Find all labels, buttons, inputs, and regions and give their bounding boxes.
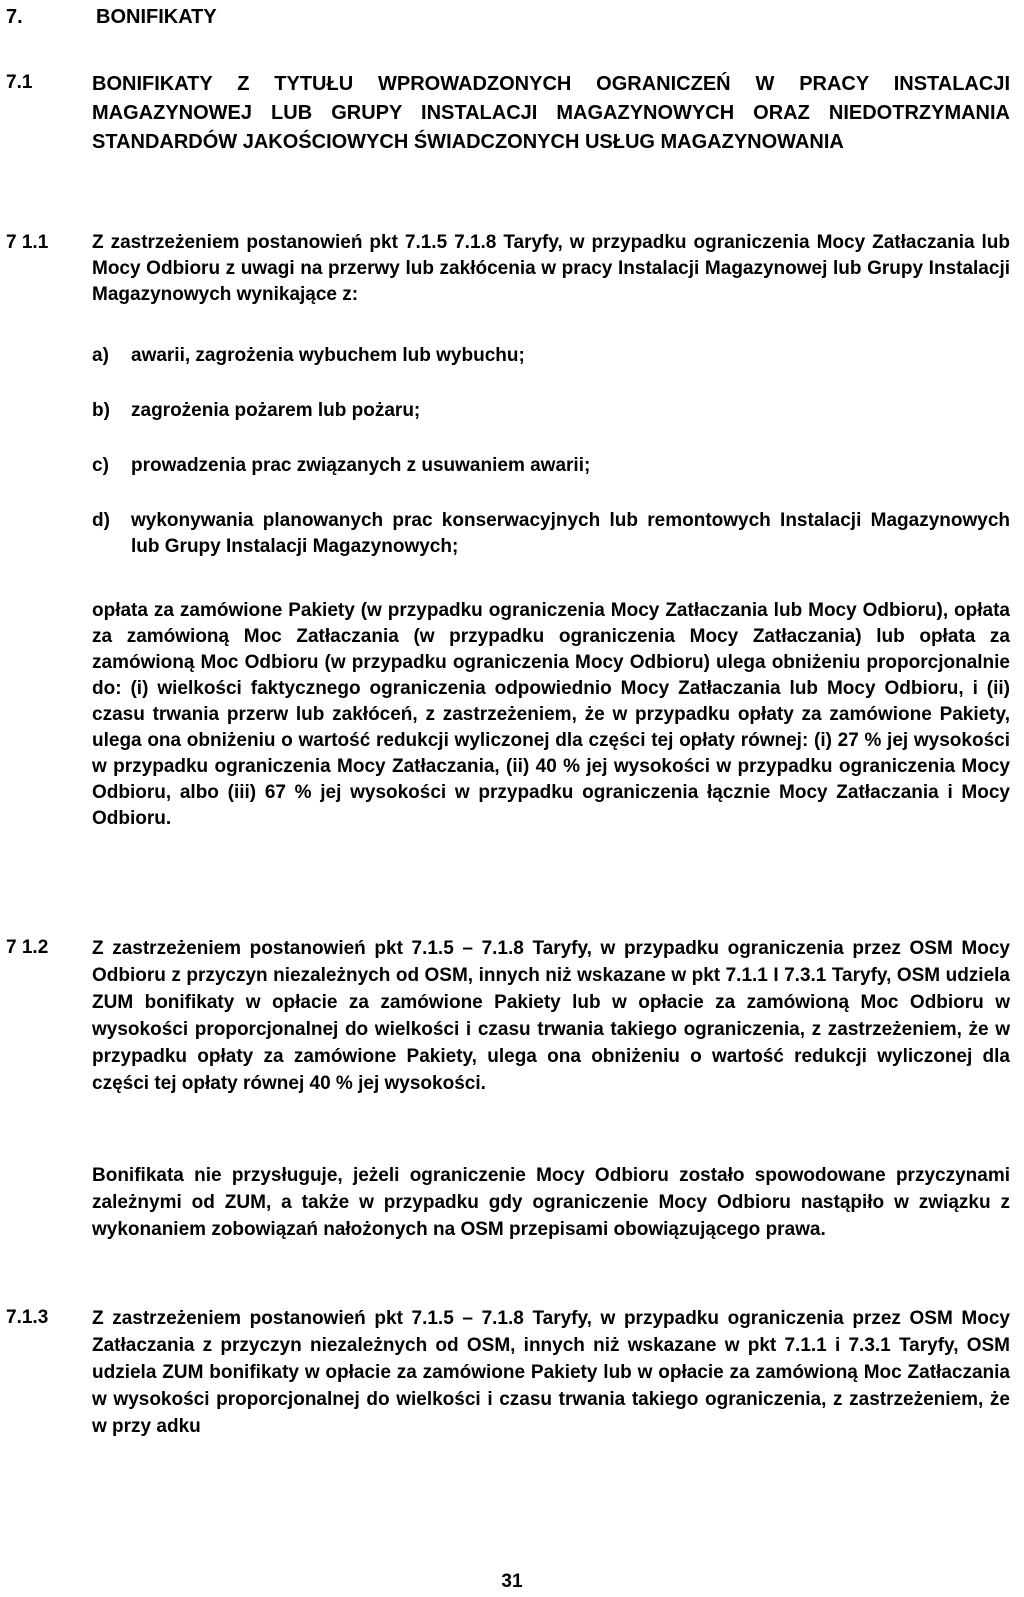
- subsection-7-1-number: 7.1: [6, 72, 33, 93]
- section-number: 7.: [6, 6, 23, 28]
- page-number: 31: [501, 1571, 523, 1592]
- list-item-text: zagrożenia pożarem lub pożaru;: [131, 400, 421, 421]
- section-title: BONIFIKATY: [96, 6, 217, 28]
- clause-7-1-2-number: 7 1.2: [6, 937, 49, 958]
- clause-7-1-2-note: Bonifikata nie przysługuje, jeżeli ograniczenie Mocy Odbioru zostało spowodowane przyczynami zależnymi od ZUM, a także w przypadku gdy ograniczenie Mocy Odbioru nastąpiło w związku z wykonaniem zobowiązań nałożonych na OSM przepisami obowiązującego prawa.: [92, 1165, 1010, 1240]
- clause-7-1-1-tail: opłata za zamówione Pakiety (w przypadku ograniczenia Mocy Zatłaczania lub Mocy Odbioru), opłata za zamówioną Moc Zatłaczania (w przypadku ograniczenia Mocy Zatłaczania) lub opłata za zamówioną Moc Odbioru (w przypadku ograniczenia Mocy Odbioru) ulega obniżeniu proporcjonalnie do: (i) wielkości faktycznego ograniczenia odpowiednio Mocy Zatłaczania lub Mocy Odbioru, i (ii) czasu trwania przerw lub zakłóceń, z zastrzeżeniem, że w przypadku opłaty za zamówione Pakiety, ulega ona obniżeniu o wartość redukcji wyliczonej dla części tej opłaty równej: (i) 27 % jej wysokości w przypadku ograniczenia Mocy Zatłaczania, (ii) 40 % jej wysokości w przypadku ograniczenia Mocy Odbioru, albo (iii) 67 % jej wysokości w przypadku ograniczenia łącznie Mocy Zatłaczania i Mocy Odbioru.: [92, 600, 1010, 829]
- subsection-7-1-title: BONIFIKATY Z TYTUŁU WPROWADZONYCH OGRANICZEŃ W PRACY INSTALACJI MAGAZYNOWEJ LUB GRUPY INSTALACJI MAGAZYNOWYCH ORAZ NIEDOTRZYMANIA STANDARDÓW JAKOŚCIOWYCH ŚWIADCZONYCH USŁUG MAGAZYNOWANIA: [92, 73, 1010, 153]
- clause-7-1-1-text: Z zastrzeżeniem postanowień pkt 7.1.5 7.1.8 Taryfy, w przypadku ograniczenia Mocy Zatłaczania lub Mocy Odbioru z uwagi na przerwy lub zakłócenia w pracy Instalacji Magazynowej lub Grupy Instalacji Magazynowych wynikające z:: [92, 232, 1010, 305]
- list-item-text: awarii, zagrożenia wybuchem lub wybuchu;: [131, 345, 525, 366]
- clause-7-1-3-number: 7.1.3: [6, 1307, 49, 1328]
- list-item-text: wykonywania planowanych prac konserwacyjnych lub remontowych Instalacji Magazynowych lub Grupy Instalacji Magazynowych;: [131, 510, 1010, 557]
- clause-7-1-3-text: Z zastrzeżeniem postanowień pkt 7.1.5 – 7.1.8 Taryfy, w przypadku ograniczenia przez OSM Mocy Zatłaczania z przyczyn niezależnych od OSM, innych niż wskazane w pkt 7.1.1 i 7.3.1 Taryfy, OSM udziela ZUM bonifikaty w opłacie za zamówione Pakiety lub w opłacie za zamówioną Moc Zatłaczania w wysokości proporcjonalnej do wielkości i czasu trwania takiego ograniczenia, z zastrzeżeniem, że w przy adku: [92, 1308, 1010, 1437]
- clause-7-1-2-text: Z zastrzeżeniem postanowień pkt 7.1.5 – 7.1.8 Taryfy, w przypadku ograniczenia przez OSM Mocy Odbioru z przyczyn niezależnych od OSM, innych niż wskazane w pkt 7.1.1 I 7.3.1 Taryfy, OSM udziela ZUM bonifikaty w opłacie za zamówione Pakiety lub w opłacie za zamówioną Moc Odbioru w wysokości proporcjonalnej do wielkości i czasu trwania takiego ograniczenia, z zastrzeżeniem, że w przypadku opłaty za zamówione Pakiety, ulega ona obniżeniu o wartość redukcji wyliczonej dla części tej opłaty równej 40 % jej wysokości.: [92, 938, 1010, 1094]
- list-item-letter: d): [92, 510, 110, 531]
- list-item-text: prowadzenia prac związanych z usuwaniem awarii;: [131, 455, 591, 476]
- list-item-letter: a): [92, 345, 109, 366]
- list-item-letter: b): [92, 400, 110, 421]
- section-heading: [6, 6, 217, 29]
- clause-7-1-1-number: 7 1.1: [6, 232, 49, 253]
- list-item-letter: c): [92, 455, 109, 476]
